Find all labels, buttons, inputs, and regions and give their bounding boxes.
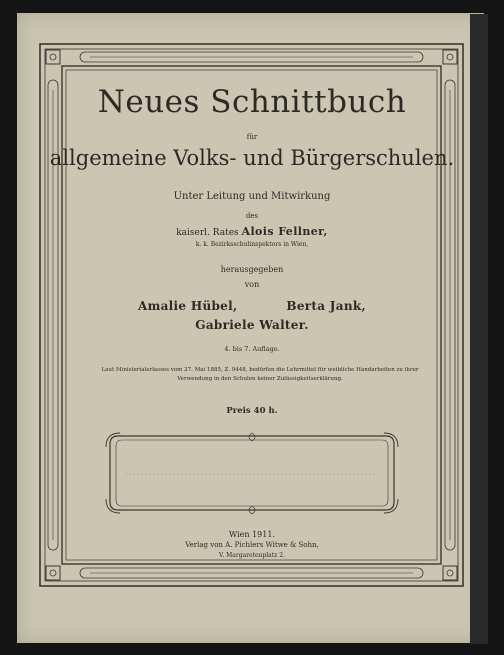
cover-ort-jahr: Wien 1911. — [229, 530, 275, 539]
cover-rates — [0, 225, 504, 238]
cover-herausgegeben: herausgegeben — [220, 265, 284, 274]
cover-erlass: Laut Ministerialerlasses vom 27. Mai 1885, Z. 9448, bedürfen die Lehrmittel für weibliche Handarbeiten zu ihrer Verwendung in den Schulen keiner Zulässigkeitserklärung. — [101, 367, 419, 382]
rates-name: Alois Fellner, — [241, 225, 328, 238]
cover-auflage: 4. bis 7. Auflage. — [224, 345, 280, 353]
cover-adresse: V. Margaretenplatz 2. — [219, 552, 285, 559]
cover-fuer: für — [246, 133, 258, 141]
author-1: Amalie Hübel, — [138, 299, 238, 313]
rates-prefix: kaiserl. Rates — [176, 228, 239, 238]
author-3: Gabriele Walter. — [195, 318, 309, 332]
cover-von: von — [244, 280, 260, 289]
cover-leitung: Unter Leitung und Mitwirkung — [173, 191, 331, 202]
cover-authors — [0, 299, 504, 313]
cover-title: Neues Schnittbuch — [97, 84, 407, 120]
cover-subtitle: allgemeine Volks- und Bürgerschulen. — [49, 146, 455, 170]
cover-verlag: Verlag von A. Pichlers Witwe & Sohn, — [185, 541, 319, 549]
cover-preis: Preis 40 h. — [226, 406, 278, 416]
author-2: Berta Jank, — [286, 299, 366, 313]
cover-des: des — [245, 212, 259, 220]
cover-bezirk: k. k. Bezirksschulinspektors in Wien, — [195, 241, 309, 248]
